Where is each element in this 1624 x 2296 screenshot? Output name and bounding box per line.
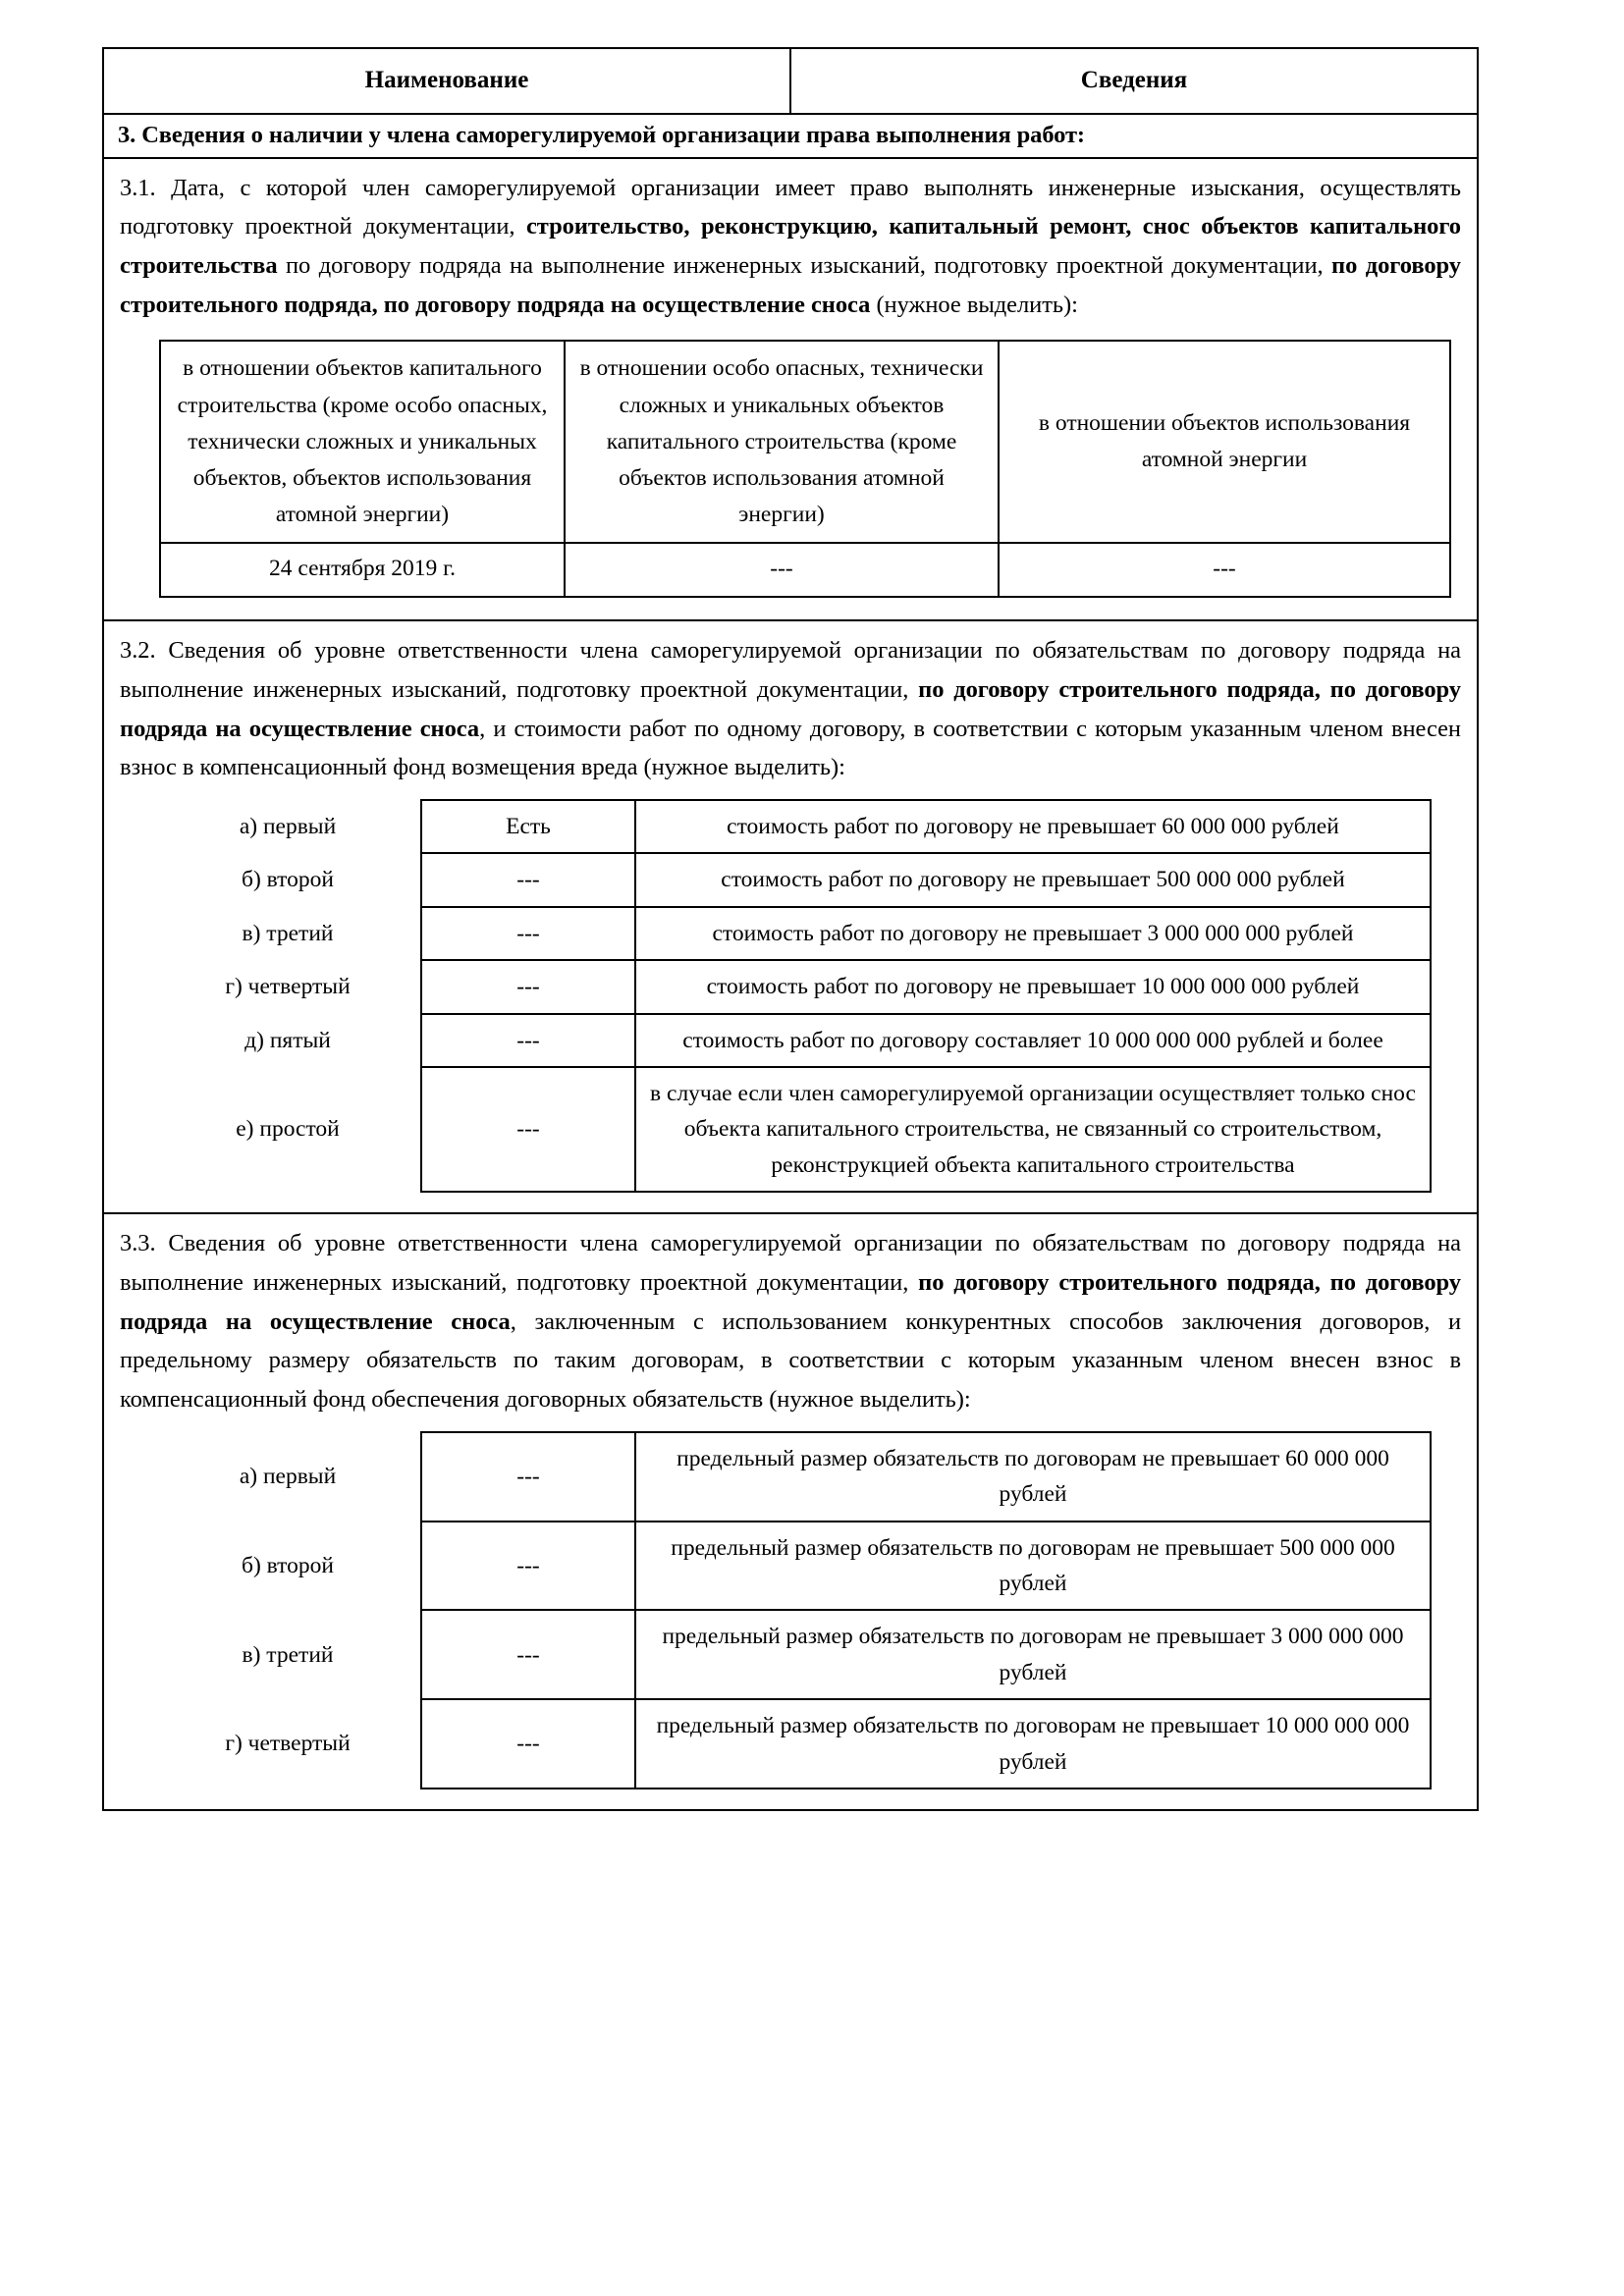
s33-level-mark-b: --- <box>421 1522 635 1611</box>
s33-level-name-a: а) первый <box>239 1463 337 1489</box>
table-row <box>155 1699 1431 1789</box>
s32-level-mark-a: Есть <box>421 800 635 853</box>
section-3-1-content <box>104 159 1477 620</box>
s31-value-cell-3: --- <box>999 543 1450 597</box>
s31-value-cell-2: --- <box>565 543 999 597</box>
s33-level-mark-v: --- <box>421 1610 635 1699</box>
s33-level-desc-v: предельный размер обязательств по договорам не превышает 3 000 000 000 рублей <box>635 1610 1431 1699</box>
s32-level-mark-e: --- <box>421 1067 635 1192</box>
s33-level-desc-a: предельный размер обязательств по договорам не превышает 60 000 000 рублей <box>635 1432 1431 1522</box>
s33-level-desc-b: предельный размер обязательств по договорам не превышает 500 000 000 рублей <box>635 1522 1431 1611</box>
s32-level-desc-d: стоимость работ по договору составляет 10 000 000 000 рублей и более <box>635 1014 1431 1067</box>
section-3-2-content <box>104 621 1477 1212</box>
section-3-2-paragraph <box>120 631 1461 787</box>
section-3-3-row <box>103 1213 1478 1810</box>
section-3-3-table <box>155 1431 1432 1789</box>
table-row <box>155 960 1431 1013</box>
s32-level-name-e: е) простой <box>236 1116 340 1143</box>
table-row <box>155 1522 1431 1611</box>
s33-bold-1: по договору строительного подряда, по договору подряда на осуществление сноса <box>120 1268 1461 1335</box>
main-information-table <box>102 47 1479 1811</box>
section-3-1-paragraph <box>120 169 1461 325</box>
s31-value-cell-1: 24 сентября 2019 г. <box>160 543 565 597</box>
s31-header-cell-1: в отношении объектов капитального строительства (кроме особо опасных, технически сложных и уникальных объектов, объектов использования атомной энергии) <box>160 341 565 543</box>
column-header-name: Наименование <box>364 67 529 93</box>
section-3-1-row <box>103 158 1478 621</box>
table-row <box>155 1067 1431 1192</box>
s33-level-name-b: б) второй <box>242 1552 334 1578</box>
section-3-heading: 3. Сведения о наличии у члена саморегулируемой организации права выполнения работ: <box>118 122 1085 149</box>
table-row <box>155 853 1431 906</box>
s33-text-2: , заключенным с использованием конкурентных способов заключения договоров, и предельному размеру обязательств по таким договорам, в соответствии с которым указанным членом внесен взнос в компенсационный фонд обеспечения договорных обязательств (нужное выделить): <box>120 1308 1462 1414</box>
s32-level-desc-e: в случае если член саморегулируемой организации осуществляет только снос объекта капитального строительства, не связанный со строительством, реконструкцией объекта капитального строительства <box>635 1067 1431 1192</box>
s33-text-1: 3.3. Сведения об уровне ответственности члена саморегулируемой организации по обязательствам по договору подряда на выполнение инженерных изысканий, подготовку проектной документации, <box>120 1230 1461 1296</box>
s32-level-mark-b: --- <box>421 853 635 906</box>
s32-level-name-g: г) четвертый <box>225 974 351 1000</box>
section-3-2-table <box>155 799 1432 1193</box>
s32-level-mark-v: --- <box>421 907 635 960</box>
table-row <box>160 543 1450 597</box>
s32-text-1: 3.2. Сведения об уровне ответственности члена саморегулируемой организации по обязательствам по договору подряда на выполнение инженерных изысканий, подготовку проектной документации, <box>120 637 1461 703</box>
s32-level-desc-b: стоимость работ по договору не превышает 500 000 000 рублей <box>635 853 1431 906</box>
s32-bold-1: по договору строительного подряда, по договору подряда на осуществление сноса <box>120 675 1461 742</box>
table-row <box>155 1432 1431 1522</box>
s33-level-desc-g: предельный размер обязательств по договорам не превышает 10 000 000 000 рублей <box>635 1699 1431 1789</box>
s32-level-mark-g: --- <box>421 960 635 1013</box>
column-header-info: Сведения <box>1080 67 1188 93</box>
s33-level-mark-g: --- <box>421 1699 635 1789</box>
section-3-3-paragraph <box>120 1224 1461 1418</box>
section-3-3-content <box>104 1214 1477 1809</box>
s31-bold-1: строительство, реконструкцию, капитальный ремонт, снос объектов капитального строительства <box>120 213 1461 280</box>
section-3-2-row <box>103 620 1478 1213</box>
s33-level-mark-a: --- <box>421 1432 635 1522</box>
s32-level-name-a: а) первый <box>239 813 337 839</box>
s31-text-1: 3.1. Дата, с которой член саморегулируемой организации имеет право выполнять инженерные изыскания, осуществлять подготовку проектной документации, <box>120 174 1461 240</box>
s32-level-name-d: д) пятый <box>244 1027 331 1053</box>
section-3-1-table <box>159 340 1451 598</box>
section-3-title-row <box>103 114 1478 157</box>
s33-level-name-g: г) четвертый <box>225 1731 351 1757</box>
table-row <box>160 341 1450 543</box>
s32-level-mark-d: --- <box>421 1014 635 1067</box>
table-row <box>155 1610 1431 1699</box>
s31-header-cell-2: в отношении особо опасных, технически сложных и уникальных объектов капитального строительства (кроме объектов использования атомной энергии) <box>565 341 999 543</box>
s32-level-desc-v: стоимость работ по договору не превышает 3 000 000 000 рублей <box>635 907 1431 960</box>
table-row <box>155 1014 1431 1067</box>
section-3-2-levels-wrap <box>120 799 1461 1193</box>
table-row <box>155 907 1431 960</box>
s32-level-desc-a: стоимость работ по договору не превышает 60 000 000 рублей <box>635 800 1431 853</box>
table-header-row <box>103 48 1478 114</box>
s31-text-2: по договору подряда на выполнение инженерных изысканий, подготовку проектной документации, <box>277 252 1332 280</box>
s31-bold-2: по договору строительного подряда, по договору подряда на осуществление сноса <box>120 252 1461 318</box>
s31-header-cell-3: в отношении объектов использования атомной энергии <box>999 341 1450 543</box>
s32-text-2: , и стоимости работ по одному договору, в соответствии с которым указанным членом внесен взнос в компенсационный фонд возмещения вреда (нужное выделить): <box>120 715 1461 781</box>
table-row <box>155 800 1431 853</box>
s31-text-3: (нужное выделить): <box>870 291 1078 318</box>
s32-level-desc-g: стоимость работ по договору не превышает 10 000 000 000 рублей <box>635 960 1431 1013</box>
s32-level-name-b: б) второй <box>242 867 334 893</box>
section-3-3-levels-wrap <box>120 1431 1461 1789</box>
s32-level-name-v: в) третий <box>242 920 334 946</box>
s33-level-name-v: в) третий <box>242 1641 334 1668</box>
